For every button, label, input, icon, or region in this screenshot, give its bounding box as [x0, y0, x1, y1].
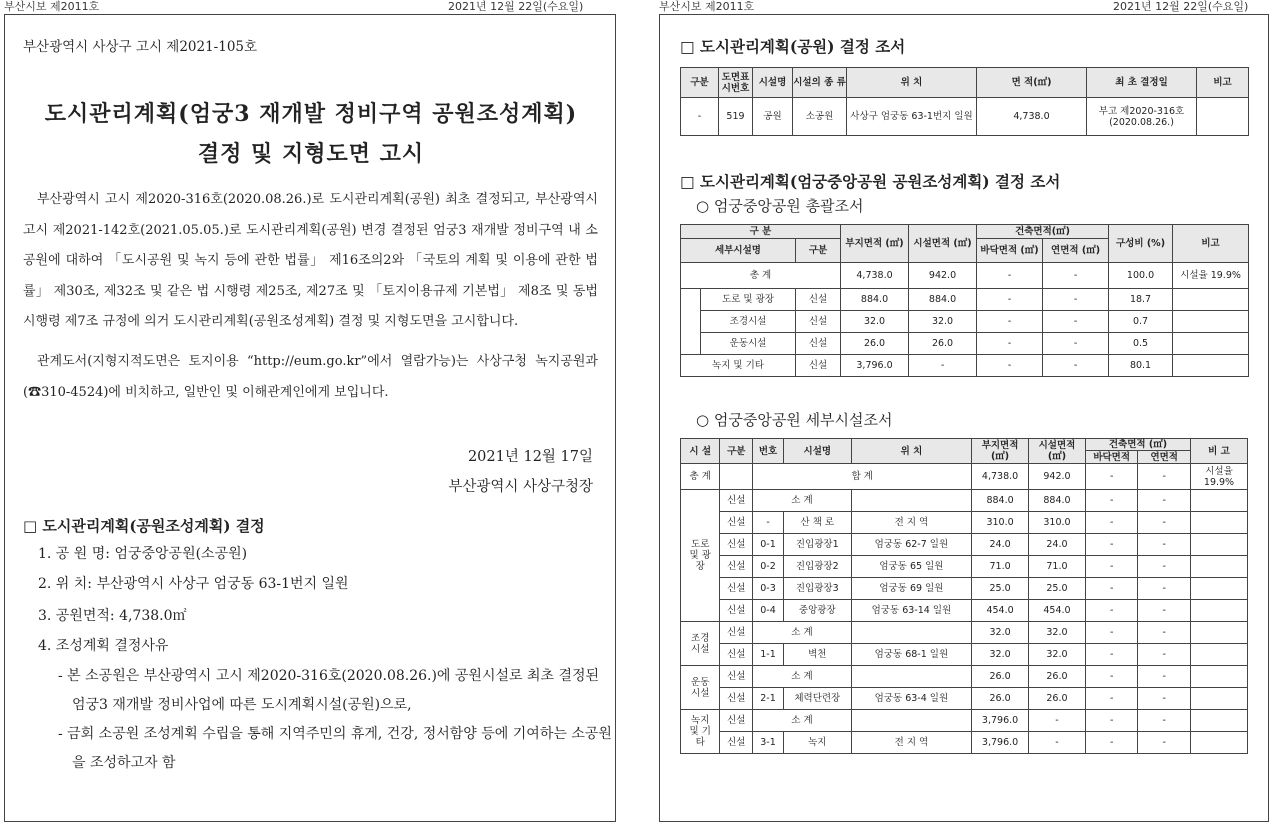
t2-cell: 시설율 19.9%: [1173, 263, 1249, 289]
t3-cell: -: [1085, 600, 1138, 622]
t2-cell: 조경시설: [701, 311, 796, 333]
bulletin-number: 부산시보 제2011호: [4, 0, 100, 13]
t3-cell: -: [1138, 490, 1191, 512]
t3-header: 위 치: [851, 439, 971, 464]
t3-cell: 전 지 역: [851, 732, 971, 754]
t3-cell: -: [1138, 622, 1191, 644]
t3-cell: 26.0: [1029, 688, 1086, 710]
t3-cell: 942.0: [1029, 464, 1086, 490]
t3-cell: -: [1138, 578, 1191, 600]
t3-cell: 32.0: [972, 622, 1029, 644]
t3-cell: 310.0: [1029, 512, 1086, 534]
t2-cell: 80.1: [1109, 355, 1173, 377]
t3-cell: 4,738.0: [972, 464, 1029, 490]
t3-header: 번호: [753, 439, 784, 464]
t2-cell: -: [977, 289, 1043, 311]
bulletin-date: 2021년 12월 22일(수요일): [448, 0, 584, 13]
t3-cell: [1191, 578, 1248, 600]
t3-cell: 엄궁동 62-7 일원: [851, 534, 971, 556]
t2-cell: 3,796.0: [841, 355, 909, 377]
t3-cell: -: [1138, 732, 1191, 754]
t3-cell: 엄궁동 69 일원: [851, 578, 971, 600]
t3-cell: [1191, 644, 1248, 666]
t3-cell: 0-1: [753, 534, 784, 556]
t3-cell: 엄궁동 63-14 일원: [851, 600, 971, 622]
t2-cell: 도로 및 광장: [701, 289, 796, 311]
t2-header: 시설면적 (㎡): [909, 225, 977, 263]
t3-cell: [1191, 600, 1248, 622]
t2-cell: 884.0: [909, 289, 977, 311]
bulletin-number-right: 부산시보 제2011호: [659, 0, 755, 13]
t3-cell: 신설: [720, 644, 753, 666]
t3-cell: -: [1138, 688, 1191, 710]
t1-header: 시설명: [753, 68, 793, 98]
t3-cell: -: [1085, 578, 1138, 600]
t2-cell: -: [977, 355, 1043, 377]
t2-total-label: 총 계: [681, 263, 841, 289]
t3-cell: 녹지: [783, 732, 851, 754]
t3-cell: -: [1085, 464, 1138, 490]
t3-cell: 신설: [720, 490, 753, 512]
t1-header: 위 치: [847, 68, 977, 98]
t3-group: 녹지 및 기타: [681, 710, 720, 754]
t3-cell: -: [753, 512, 784, 534]
t1-header: 면 적(㎡): [977, 68, 1087, 98]
t3-cell: 24.0: [972, 534, 1029, 556]
t3-cell: 신설: [720, 534, 753, 556]
t3-cell: 엄궁동 68-1 일원: [851, 644, 971, 666]
t3-cell: -: [1085, 688, 1138, 710]
t2-cell: -: [1043, 263, 1109, 289]
t1-cell: 공원: [753, 98, 793, 136]
item-reason: 4. 조성계획 결정사유: [38, 638, 169, 654]
t3-cell: 엄궁동 65 일원: [851, 556, 971, 578]
t3-cell: -: [1138, 534, 1191, 556]
t2-cell: -: [1043, 289, 1109, 311]
t3-cell: 총 계: [681, 464, 720, 490]
t3-header: 구분: [720, 439, 753, 464]
t2-header: 바닥면적 (㎡): [977, 239, 1043, 263]
t2-header: 구성비 (%): [1109, 225, 1173, 263]
t2-cell: -: [977, 333, 1043, 355]
t2-header: 구분: [796, 239, 841, 263]
t3-cell: 소 계: [753, 622, 852, 644]
t3-cell: -: [1029, 732, 1086, 754]
t3-cell: [1191, 666, 1248, 688]
t2-cell: 26.0: [841, 333, 909, 355]
t3-cell: 신설: [720, 710, 753, 732]
item-area: 3. 공원면적: 4,738.0㎡: [38, 608, 187, 624]
t3-cell: 산 책 로: [783, 512, 851, 534]
t1-cell: 사상구 엄궁동 63-1번지 일원: [847, 98, 977, 136]
right-page: [659, 14, 1269, 822]
t2-header: 구 분: [681, 225, 841, 239]
t2-header: 건축면적(㎡): [977, 225, 1109, 239]
t3-group: 도로 및 광장: [681, 490, 720, 622]
t3-cell: 신설: [720, 578, 753, 600]
t3-cell: 신설: [720, 688, 753, 710]
t3-cell: -: [1085, 534, 1138, 556]
t2-cell: 18.7: [1109, 289, 1173, 311]
t3-cell: [1191, 688, 1248, 710]
t3-cell: 3-1: [753, 732, 784, 754]
t3-cell: 3,796.0: [972, 732, 1029, 754]
t3-cell: 진입광장2: [783, 556, 851, 578]
t2-header: 연면적 (㎡): [1043, 239, 1109, 263]
t3-cell: 0-2: [753, 556, 784, 578]
t2-cell: 884.0: [841, 289, 909, 311]
reason-line-1: - 본 소공원은 부산광역시 고시 제2020-316호(2020.08.26.)에 공원시설로 최초 결정된 엄궁3 재개발 정비사업에 따른 도시계획시설(공원)으로,: [58, 668, 600, 713]
t1-header: 도면표시번호: [719, 68, 753, 98]
t3-cell: 신설: [720, 556, 753, 578]
reason-line-2: - 금회 소공원 조성계획 수립을 통해 지역주민의 휴게, 건강, 정서함양 등에 기여하는 소공원을 조성하고자 함: [58, 726, 612, 771]
t3-cell: 884.0: [1029, 490, 1086, 512]
notice-body-2: 관계도서(지형지적도면은 토지이용 “http://eum.go.kr”에서 열람가능)는 사상구청 녹지공원과(☎310-4524)에 비치하고, 일반인 및 이해관계인에게 보입니다.: [23, 354, 598, 400]
t3-cell: 884.0: [972, 490, 1029, 512]
t3-cell: -: [1138, 464, 1191, 490]
notice-number: 부산광역시 사상구 고시 제2021-105호: [23, 39, 258, 55]
t2-cell: [1173, 355, 1249, 377]
t3-cell: -: [1085, 512, 1138, 534]
t3-cell: 3,796.0: [972, 710, 1029, 732]
t2-header: 세부시설명: [681, 239, 796, 263]
section-plan-decision: □ 도시관리계획(엄궁중앙공원 공원조성계획) 결정 조서: [680, 172, 1061, 191]
t2-cell: -: [1043, 333, 1109, 355]
t1-cell: 소공원: [793, 98, 847, 136]
t3-cell: -: [1138, 600, 1191, 622]
t3-header: 부지면적 (㎡): [972, 439, 1029, 464]
t3-cell: [1191, 534, 1248, 556]
t3-cell: -: [1029, 710, 1086, 732]
t3-cell: 1-1: [753, 644, 784, 666]
t2-cell: 4,738.0: [841, 263, 909, 289]
bulletin-date-right: 2021년 12월 22일(수요일): [1113, 0, 1249, 13]
t1-cell: -: [681, 98, 719, 136]
t2-cell: [1173, 289, 1249, 311]
t3-cell: 소 계: [753, 490, 852, 512]
t2-header: 비고: [1173, 225, 1249, 263]
t3-cell: [1191, 490, 1248, 512]
t3-header: 연면적: [1138, 451, 1191, 464]
t3-cell: 71.0: [1029, 556, 1086, 578]
t3-cell: [1191, 732, 1248, 754]
t3-cell: 25.0: [972, 578, 1029, 600]
t3-cell: [1191, 710, 1248, 732]
t3-cell: 소 계: [753, 666, 852, 688]
t3-cell: 소 계: [753, 710, 852, 732]
t1-cell: 부고 제2020-316호 (2020.08.26.): [1087, 98, 1197, 136]
item-location: 2. 위 치: 부산광역시 사상구 엄궁동 63-1번지 일원: [38, 576, 349, 592]
t3-cell: 중앙광장: [783, 600, 851, 622]
notice-title-line2: 결정 및 지형도면 고시: [197, 141, 425, 167]
t2-cell: 신설: [796, 333, 841, 355]
detail-table: [680, 438, 1248, 754]
subsection-detail: ○ 엄궁중앙공원 세부시설조서: [696, 411, 893, 429]
t3-cell: 26.0: [1029, 666, 1086, 688]
t3-cell: 시설율 19.9%: [1191, 464, 1248, 490]
t3-cell: 71.0: [972, 556, 1029, 578]
t3-cell: [1191, 556, 1248, 578]
t3-cell: 체력단련장: [783, 688, 851, 710]
t3-cell: 벽천: [783, 644, 851, 666]
t3-cell: 엄궁동 63-4 일원: [851, 688, 971, 710]
t3-cell: 신설: [720, 512, 753, 534]
t3-cell: 26.0: [972, 688, 1029, 710]
t3-cell: 신설: [720, 622, 753, 644]
t2-cell: [1173, 333, 1249, 355]
t2-cell: -: [977, 263, 1043, 289]
t2-cell: [1173, 311, 1249, 333]
t3-group: 조경시설: [681, 622, 720, 666]
t1-header: 구분: [681, 68, 719, 98]
park-decision-table: [680, 67, 1249, 136]
t3-cell: -: [1138, 644, 1191, 666]
t3-header: 건축면적 (㎡): [1085, 439, 1190, 451]
t3-cell: [1191, 512, 1248, 534]
t2-cell: 100.0: [1109, 263, 1173, 289]
t3-cell: -: [1085, 732, 1138, 754]
item-park-name: 1. 공 원 명: 엄궁중앙공원(소공원): [38, 546, 248, 562]
t3-cell: -: [1085, 556, 1138, 578]
t2-cell: -: [909, 355, 977, 377]
notice-title-line1: 도시관리계획(엄궁3 재개발 정비구역 공원조성계획): [44, 101, 578, 127]
t3-cell: 24.0: [1029, 534, 1086, 556]
subsection-summary: ○ 엄궁중앙공원 총괄조서: [696, 197, 864, 215]
t3-header: 바닥면적: [1085, 451, 1138, 464]
t2-cell: -: [1043, 355, 1109, 377]
t2-cell: 신설: [796, 311, 841, 333]
t2-cell: -: [1043, 311, 1109, 333]
summary-table: [680, 224, 1249, 377]
t3-header: 시설명: [783, 439, 851, 464]
t2-cell: 운동시설: [701, 333, 796, 355]
t3-header: 비 고: [1191, 439, 1248, 464]
t3-cell: -: [1085, 622, 1138, 644]
t3-header: 시 설: [681, 439, 720, 464]
left-page: [4, 14, 616, 822]
t3-cell: 합 계: [753, 464, 972, 490]
t3-cell: -: [1085, 490, 1138, 512]
t3-cell: 진입광장3: [783, 578, 851, 600]
t3-cell: -: [1138, 556, 1191, 578]
t3-cell: 454.0: [972, 600, 1029, 622]
t3-cell: 454.0: [1029, 600, 1086, 622]
t1-header: 시설의 종 류: [793, 68, 847, 98]
t3-cell: -: [1085, 644, 1138, 666]
t3-cell: 310.0: [972, 512, 1029, 534]
section-heading: □ 도시관리계획(공원조성계획) 결정: [23, 517, 265, 535]
t3-cell: 진입광장1: [783, 534, 851, 556]
t3-cell: [1191, 622, 1248, 644]
t1-header: 최 초 결정일: [1087, 68, 1197, 98]
t3-cell: 32.0: [1029, 622, 1086, 644]
t2-cell: 32.0: [841, 311, 909, 333]
t3-cell: 32.0: [1029, 644, 1086, 666]
notice-date: 2021년 12월 17일: [467, 449, 593, 465]
t3-cell: 26.0: [972, 666, 1029, 688]
notice-signer: 부산광역시 사상구청장: [448, 479, 593, 495]
notice-body-1: 부산광역시 고시 제2020-316호(2020.08.26.)로 도시관리계획(공원) 최초 결정되고, 부산광역시 고시 제2021-142호(2021.05.05.)로 도시관리계획(공원) 변경 결정된 엄궁3 재개발 정비구역 내 소공원에 대하여 「도시공원 및 녹지 등에 관한 법률」 제16조의2와 「국토의 계획 및 이용에 관한 법률」 제30조, 제32조 및 같은 법 시행령 제25조, 제27조 및 「토지이용규제 기본법」 제8조 및 동법 시행령 제7조 규정에 의거 도시관리계획(공원조성계획) 결정 및 지형도면을 고시합니다.: [23, 192, 598, 329]
t3-cell: -: [1138, 710, 1191, 732]
t3-cell: -: [1138, 666, 1191, 688]
t1-cell: 519: [719, 98, 753, 136]
t3-header: 시설면적 (㎡): [1029, 439, 1086, 464]
t3-cell: -: [1085, 710, 1138, 732]
t3-cell: 신설: [720, 666, 753, 688]
t2-cell: 0.5: [1109, 333, 1173, 355]
t3-cell: 0-4: [753, 600, 784, 622]
t1-cell: [1197, 98, 1249, 136]
t2-cell: 0.7: [1109, 311, 1173, 333]
t2-cell: 942.0: [909, 263, 977, 289]
t3-cell: -: [1138, 512, 1191, 534]
t3-cell: 25.0: [1029, 578, 1086, 600]
t2-header: 부지면적 (㎡): [841, 225, 909, 263]
section-park-decision: □ 도시관리계획(공원) 결정 조서: [680, 37, 906, 56]
t2-cell: 32.0: [909, 311, 977, 333]
t1-cell: 4,738.0: [977, 98, 1087, 136]
t3-cell: -: [1085, 666, 1138, 688]
t2-cell: 신설: [796, 355, 841, 377]
t3-cell: 2-1: [753, 688, 784, 710]
t1-header: 비고: [1197, 68, 1249, 98]
t3-cell: 신설: [720, 732, 753, 754]
t2-cell: 신설: [796, 289, 841, 311]
t2-cell: 녹지 및 기타: [681, 355, 796, 377]
t3-cell: 0-3: [753, 578, 784, 600]
t3-cell: 전 지 역: [851, 512, 971, 534]
t2-cell: -: [977, 311, 1043, 333]
t3-cell: 신설: [720, 600, 753, 622]
t3-group: 운동시설: [681, 666, 720, 710]
t3-cell: 32.0: [972, 644, 1029, 666]
t2-cell: 26.0: [909, 333, 977, 355]
